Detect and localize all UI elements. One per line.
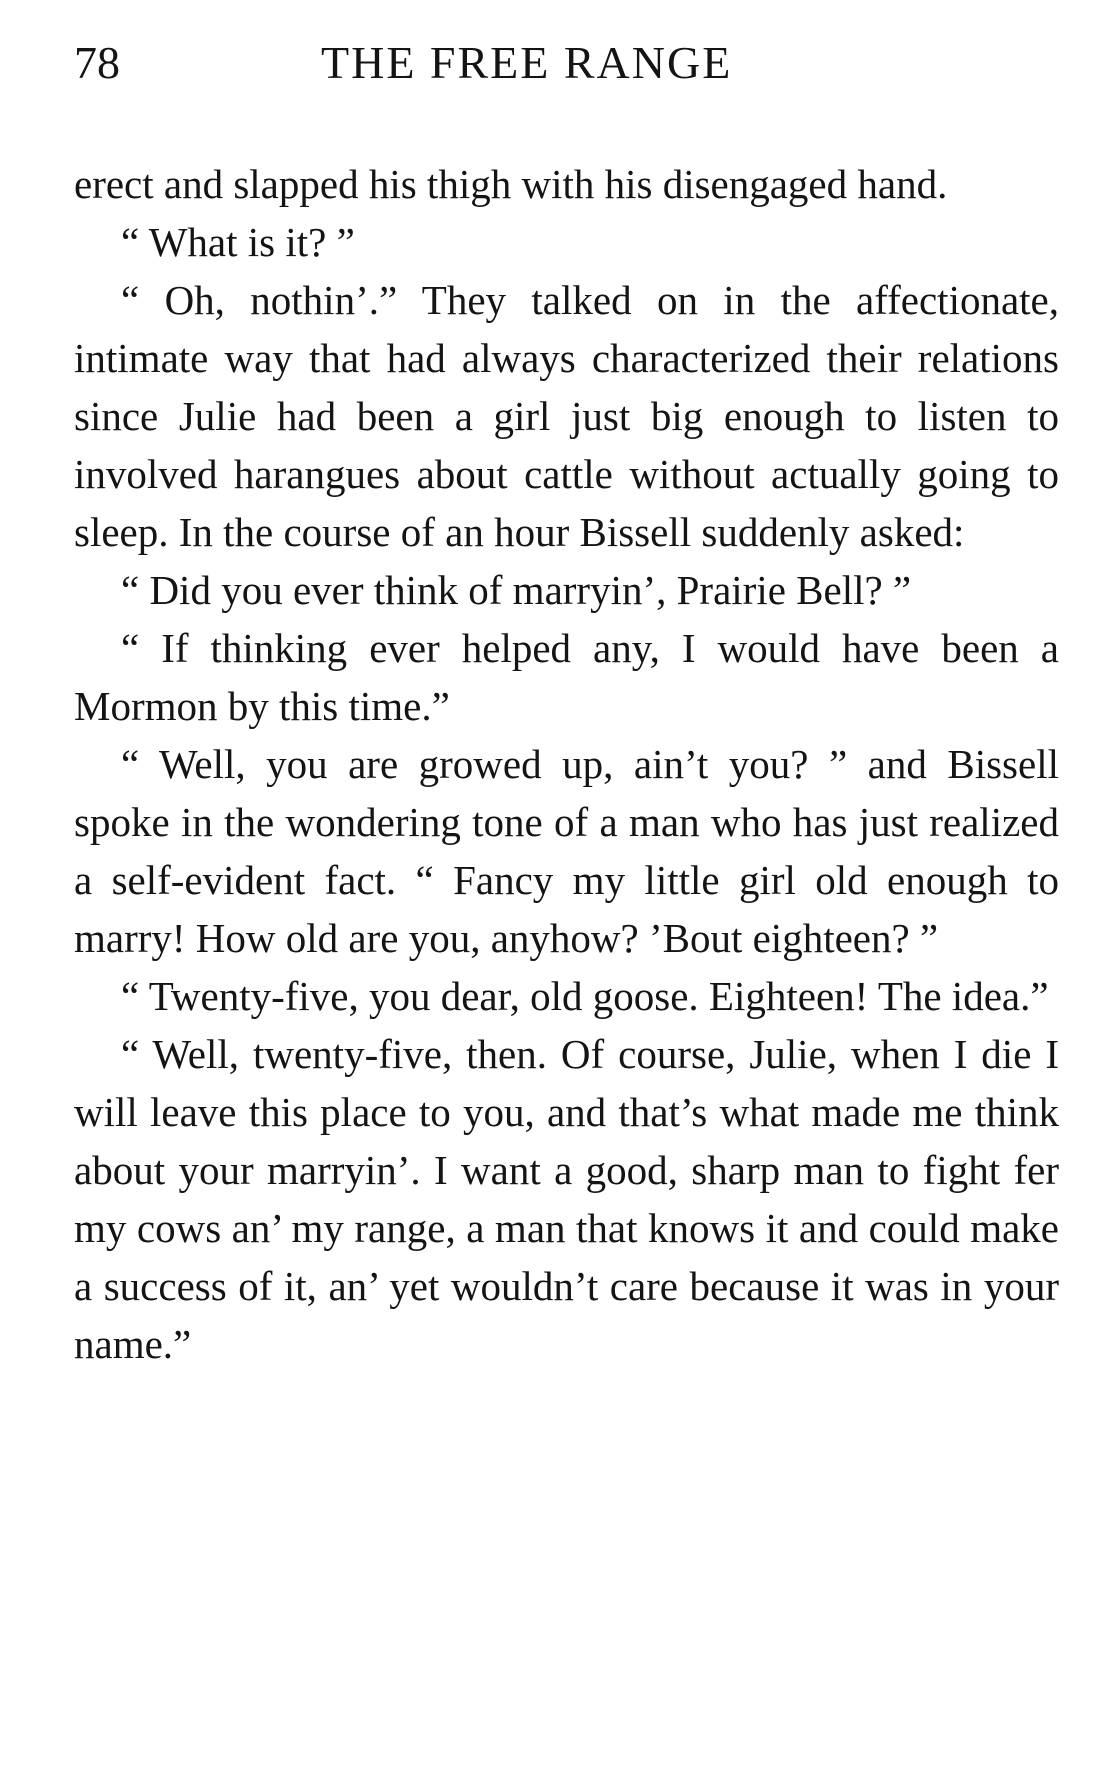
book-page	[74, 28, 1059, 1373]
paragraph: “ Oh, nothin’.” They talked on in the affectionate, intimate way that had always characterized their relations since Julie had been a girl just big enough to listen to involved harangues about cattle without actually going to sleep. In the course of an hour Bissell suddenly asked:	[74, 277, 1059, 555]
body-text	[74, 155, 1059, 1373]
running-title: THE FREE RANGE	[321, 37, 733, 88]
paragraph: “ What is it? ”	[121, 219, 355, 265]
page-number: 78	[74, 37, 120, 88]
paragraph: “ Did you ever think of marryin’, Prairie Bell? ”	[121, 567, 912, 613]
paragraph: erect and slapped his thigh with his disengaged hand.	[74, 161, 948, 207]
paragraph: “ Twenty-five, you dear, old goose. Eighteen! The idea.”	[121, 973, 1049, 1019]
page-header	[74, 28, 1059, 98]
paragraph: “ Well, twenty-five, then. Of course, Julie, when I die I will leave this place to you, and that’s what made me think about your marryin’. I want a good, sharp man to fight fer my cows an’ my range, a man that knows it and could make a success of it, an’ yet wouldn’t care because it was in your name.”	[74, 1031, 1059, 1367]
paragraph: “ If thinking ever helped any, I would have been a Mormon by this time.”	[74, 625, 1059, 729]
paragraph: “ Well, you are growed up, ain’t you? ” and Bissell spoke in the wondering tone of a man who has just realized a self-evident fact. “ Fancy my little girl old enough to marry! How old are you, anyhow? ’Bout eighteen? ”	[74, 741, 1059, 961]
